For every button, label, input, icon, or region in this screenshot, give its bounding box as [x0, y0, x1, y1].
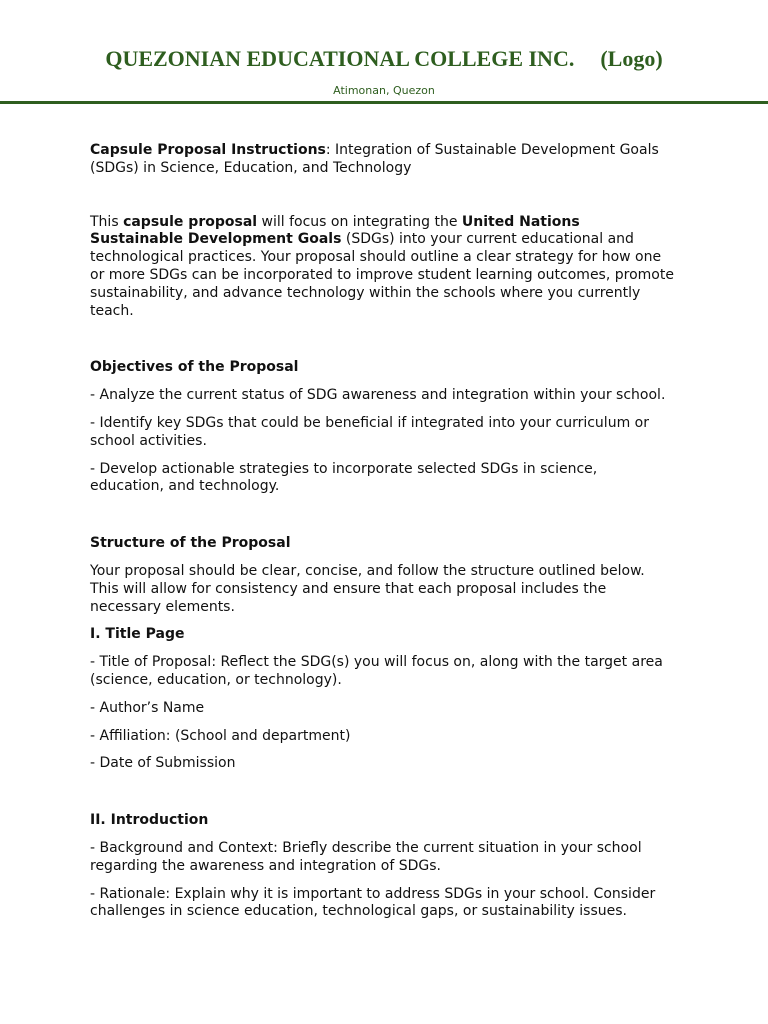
title-page-heading: I. Title Page	[90, 626, 185, 643]
introduction-item: - Background and Context: Briefly describe the current situation in your school regarding the awareness and integration of SDGs.	[90, 839, 642, 874]
introduction-item: - Rationale: Explain why it is important to address SDGs in your school. Consider challenges in science education, technological gaps, or sustainability issues.	[90, 885, 656, 920]
title-page-item: - Author’s Name	[90, 699, 205, 716]
introduction-heading: II. Introduction	[90, 812, 209, 829]
document-title	[90, 142, 675, 178]
intro-text-3: (SDGs) into your current educational and technological practices. Your proposal should outline a clear strategy for how one or more SDGs can be incorporated to improve student learning outcomes, promote sustainability, and advance technology within the schools where you currently teach.	[90, 231, 674, 319]
school-name-line	[0, 46, 768, 72]
logo-placeholder: (Logo)	[600, 46, 663, 71]
document-body	[90, 142, 675, 921]
objectives-heading: Objectives of the Proposal	[90, 359, 299, 376]
title-page-item: - Affiliation: (School and department)	[90, 727, 351, 744]
intro-text-2: will focus on integrating the	[257, 213, 462, 230]
title-page-item: - Date of Submission	[90, 755, 236, 772]
intro-bold-1: capsule proposal	[123, 213, 258, 230]
objective-item: - Analyze the current status of SDG awareness and integration within your school.	[90, 387, 666, 404]
structure-text: Your proposal should be clear, concise, and follow the structure outlined below. This will allow for consistency and ensure that each proposal includes the necessary elements.	[90, 562, 645, 615]
header-divider	[0, 101, 768, 104]
objective-item: - Identify key SDGs that could be beneficial if integrated into your curriculum or school activities.	[90, 414, 649, 449]
structure-heading: Structure of the Proposal	[90, 535, 291, 552]
school-name: QUEZONIAN EDUCATIONAL COLLEGE INC.	[105, 46, 575, 71]
objective-item: - Develop actionable strategies to incorporate selected SDGs in science, education, and technology.	[90, 460, 598, 495]
document-title-rest: : Integration of Sustainable Development Goals (SDGs) in Science, Education, and Technology	[90, 142, 659, 176]
title-page-item: - Title of Proposal: Reflect the SDG(s) you will focus on, along with the target area (science, education, or technology).	[90, 654, 663, 688]
intro-paragraph	[90, 214, 675, 321]
school-location: Atimonan, Quezon	[333, 84, 435, 97]
intro-bold-2: United Nations Sustainable Development Goals	[90, 213, 580, 248]
document-title-bold: Capsule Proposal Instructions	[90, 142, 326, 158]
document-header	[0, 0, 768, 106]
intro-text-1: This	[90, 213, 124, 230]
